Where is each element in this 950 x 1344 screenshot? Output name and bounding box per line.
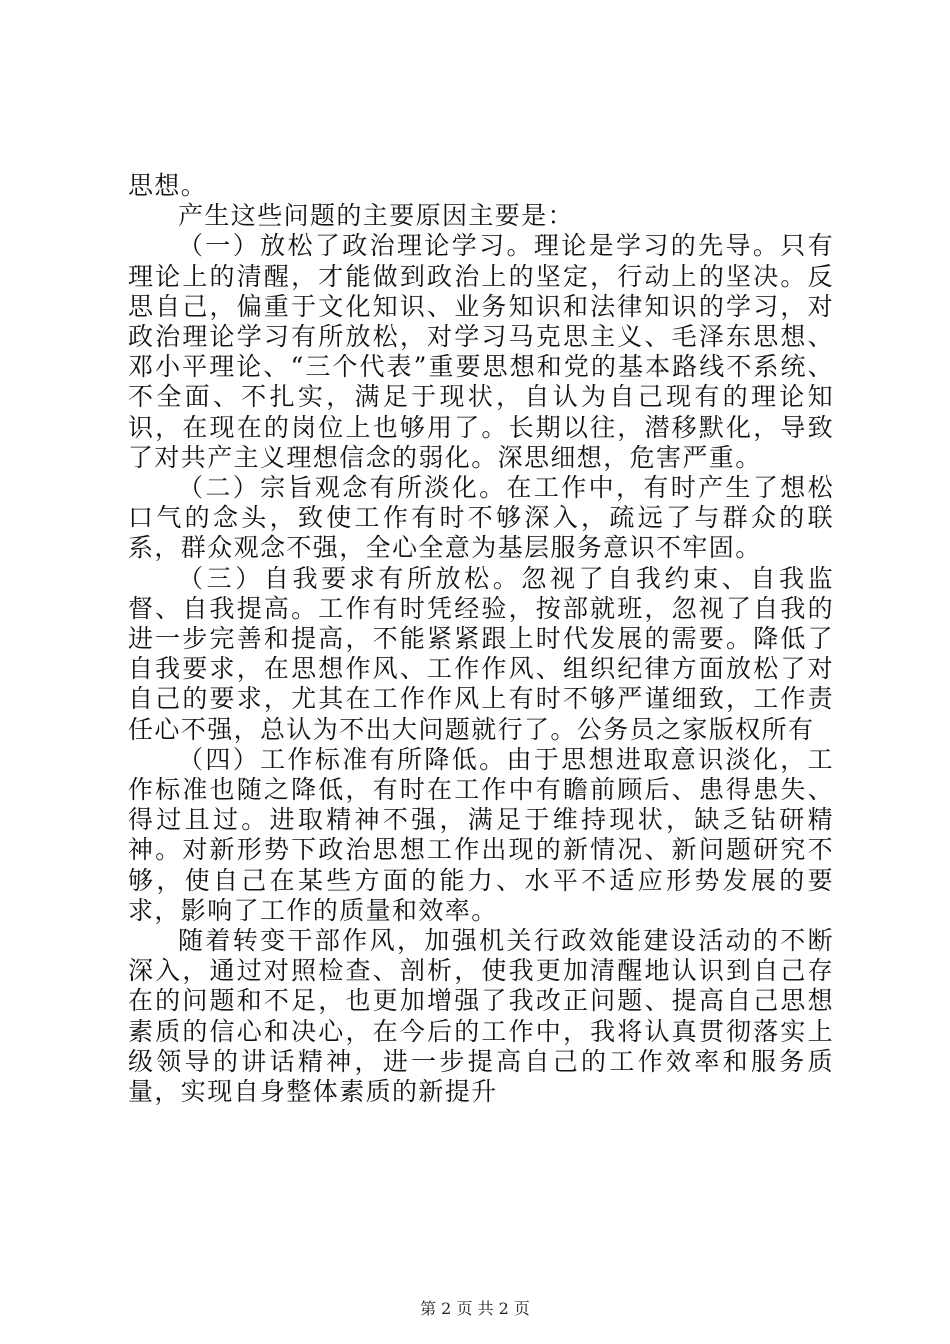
paragraph-causes-intro: 产生这些问题的主要原因主要是： bbox=[178, 201, 575, 231]
page-number-footer: 第 2 页 共 2 页 bbox=[420, 1299, 530, 1318]
paragraph-conclusion: 随着转变干部作风，加强机关行政效能建设活动的不断深入，通过对照检查、剖析，使我更加清醒地认识到自己存在的问题和不足，也更加增强了我改正问题、提高自己思想素质的信心和决心，在今后的工作中，我将认真贯彻落实上级领导的讲话精神，进一步提高自己的工作效率和服务质量，实现自身整体素质的新提升 bbox=[128, 926, 834, 1107]
paragraph-cause-4: （四）工作标准有所降低。由于思想进取意识淡化，工作标准也随之降低，有时在工作中有瞻前顾后、患得患失、得过且过。进取精神不强，满足于维持现状，缺乏钻研精神。对新形势下政治思想工作出现的新情况、新问题研究不够，使自己在某些方面的能力、水平不适应形势发展的要求，影响了工作的质量和效率。 bbox=[128, 744, 834, 925]
paragraph-cause-3: （三）自我要求有所放松。忽视了自我约束、自我监督、自我提高。工作有时凭经验，按部就班，忽视了自我的进一步完善和提高，不能紧紧跟上时代发展的需要。降低了自我要求，在思想作风、工作作风、组织纪律方面放松了对自己的要求，尤其在工作作风上有时不够严谨细致，工作责任心不强，总认为不出大问题就行了。公务员之家版权所有 bbox=[128, 563, 834, 744]
paragraph-continuation: 思想。 bbox=[128, 171, 208, 200]
document-body bbox=[128, 171, 834, 1107]
paragraph-cause-2: （二）宗旨观念有所淡化。在工作中，有时产生了想松口气的念头，致使工作有时不够深入，疏远了与群众的联系，群众观念不强，全心全意为基层服务意识不牢固。 bbox=[128, 473, 834, 563]
paragraph-cause-1: （一）放松了政治理论学习。理论是学习的先导。只有理论上的清醒，才能做到政治上的坚定，行动上的坚决。反思自己，偏重于文化知识、业务知识和法律知识的学习，对政治理论学习有所放松，对学习马克思主义、毛泽东思想、邓小平理论、“三个代表”重要思想和党的基本路线不系统、不全面、不扎实，满足于现状，自认为自己现有的理论知识，在现在的岗位上也够用了。长期以往，潜移默化，导致了对共产主义理想信念的弱化。深思细想，危害严重。 bbox=[128, 231, 834, 472]
